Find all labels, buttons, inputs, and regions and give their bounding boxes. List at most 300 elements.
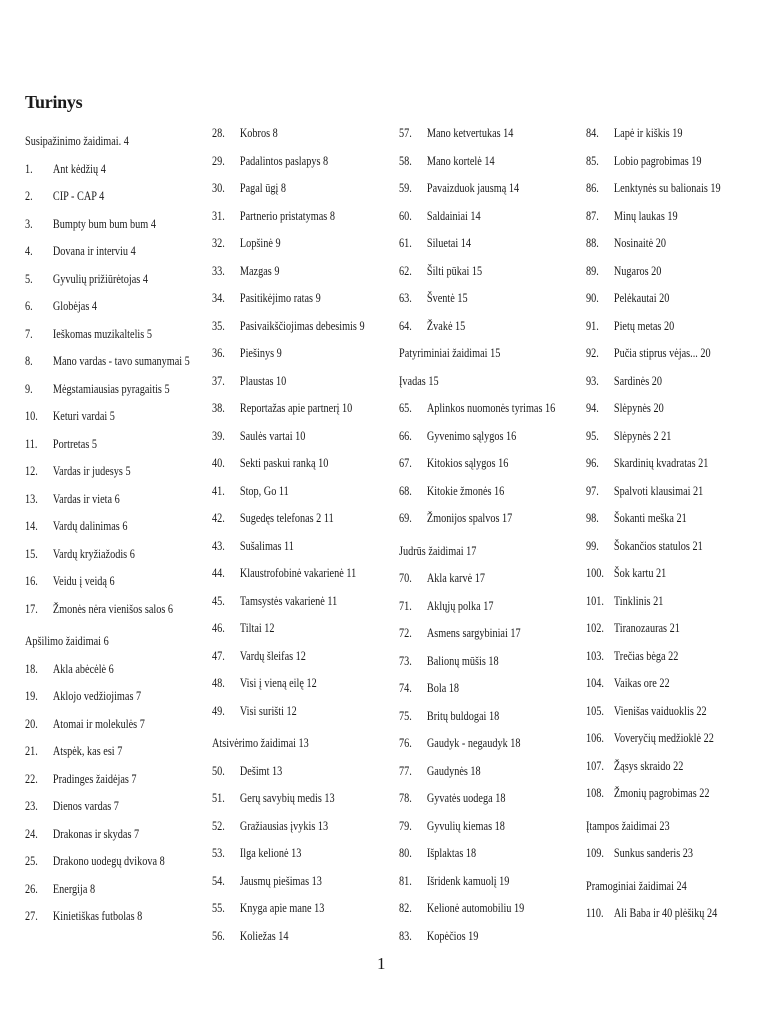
toc-entry[interactable] bbox=[212, 289, 397, 317]
toc-entry-number: 60. bbox=[399, 208, 412, 223]
toc-entry[interactable] bbox=[212, 152, 397, 180]
toc-entry[interactable] bbox=[399, 789, 584, 817]
toc-entry-title: Akla abėcėlė 6 bbox=[52, 661, 114, 676]
toc-entry-number: 14. bbox=[25, 519, 38, 533]
toc-entry[interactable] bbox=[212, 592, 397, 620]
toc-entry-title: Slėpynės 20 bbox=[613, 401, 664, 415]
toc-entry-title: Aklojo vedžiojimas 7 bbox=[52, 689, 142, 703]
toc-entry[interactable] bbox=[212, 872, 397, 900]
toc-entry[interactable] bbox=[212, 789, 397, 817]
toc-entry-number: 41. bbox=[212, 483, 225, 498]
toc-entry-title: Plaustas 10 bbox=[239, 373, 287, 388]
toc-entry-title: Aplinkos nuomonės tyrimas 16 bbox=[426, 401, 556, 415]
toc-entry-title: Siluetai 14 bbox=[426, 236, 472, 250]
toc-entry-title: Ieškomas muzikaltelis 5 bbox=[52, 326, 152, 341]
toc-entry-title: Šokančios statulos 21 bbox=[613, 538, 703, 553]
toc-entry[interactable] bbox=[586, 179, 768, 207]
toc-entry-number: 48. bbox=[212, 676, 225, 690]
toc-entry-title: Dienos vardas 7 bbox=[52, 799, 119, 813]
toc-entry[interactable] bbox=[25, 880, 210, 908]
toc-entry-number: 29. bbox=[212, 153, 225, 168]
toc-entry[interactable] bbox=[25, 687, 210, 715]
toc-entry-title: Žmonės nėra vienišos salos 6 bbox=[52, 601, 174, 616]
toc-entry[interactable] bbox=[399, 624, 584, 652]
toc-entry-title: Bola 18 bbox=[426, 681, 460, 695]
toc-entry-number: 73. bbox=[399, 653, 412, 668]
toc-entry-number: 109. bbox=[586, 846, 604, 860]
toc-entry[interactable] bbox=[399, 152, 584, 180]
toc-section-heading[interactable]: Pramoginiai žaidimai 24 bbox=[586, 878, 687, 893]
toc-entry-title: Lenktynės su balionais 19 bbox=[613, 181, 721, 195]
toc-entry-number: 15. bbox=[25, 546, 38, 561]
toc-entry-title: Portretas 5 bbox=[52, 436, 98, 451]
toc-entry-number: 46. bbox=[212, 621, 225, 635]
toc-entry[interactable] bbox=[212, 564, 397, 592]
toc-entry-number: 65. bbox=[399, 401, 412, 415]
toc-entry-number: 5. bbox=[25, 271, 33, 286]
toc-entry[interactable] bbox=[212, 509, 397, 537]
toc-entry-number: 33. bbox=[212, 263, 225, 278]
toc-entry[interactable] bbox=[586, 729, 768, 757]
toc-entry[interactable] bbox=[212, 372, 397, 400]
toc-entry-title: Pavaizduok jausmą 14 bbox=[426, 181, 520, 195]
toc-section-heading[interactable]: Įvadas 15 bbox=[399, 373, 439, 388]
toc-entry[interactable] bbox=[212, 124, 397, 152]
toc-entry-title: Klaustrofobinė vakarienė 11 bbox=[239, 566, 357, 580]
toc-entry-title: Sekti paskui ranką 10 bbox=[239, 456, 329, 470]
toc-entry-title: Sunkus sanderis 23 bbox=[613, 846, 694, 860]
toc-entry-number: 9. bbox=[25, 381, 33, 396]
toc-entry-title: Išplaktas 18 bbox=[426, 846, 477, 860]
toc-entry-title: Vardų dalinimas 6 bbox=[52, 519, 128, 533]
toc-entry-title: Knyga apie mane 13 bbox=[239, 901, 325, 915]
toc-entry-number: 35. bbox=[212, 318, 225, 333]
toc-entry[interactable] bbox=[25, 742, 210, 770]
toc-entry-title: Vaikas ore 22 bbox=[613, 676, 670, 690]
toc-entry-number: 86. bbox=[586, 181, 599, 195]
toc-entry[interactable] bbox=[399, 734, 584, 762]
toc-entry[interactable] bbox=[212, 899, 397, 927]
toc-entry-title: Piešinys 9 bbox=[239, 346, 282, 360]
toc-entry-title: Vardas ir vieta 6 bbox=[52, 491, 120, 506]
toc-entry[interactable] bbox=[212, 619, 397, 647]
toc-entry-title: Gyvulių prižiūrėtojas 4 bbox=[52, 271, 148, 286]
toc-entry-title: Padalintos paslapys 8 bbox=[239, 153, 329, 168]
toc-section-heading[interactable]: Atsivėrimo žaidimai 13 bbox=[212, 736, 309, 750]
toc-entry[interactable] bbox=[586, 344, 768, 372]
toc-entry[interactable] bbox=[399, 597, 584, 625]
toc-entry-title: Pagal ūgį 8 bbox=[239, 181, 287, 195]
toc-entry[interactable] bbox=[586, 592, 768, 620]
toc-entry[interactable] bbox=[25, 600, 210, 628]
toc-column-1 bbox=[25, 132, 210, 935]
toc-entry[interactable] bbox=[586, 289, 768, 317]
toc-entry-number: 70. bbox=[399, 571, 412, 585]
toc-entry-number: 83. bbox=[399, 928, 412, 943]
toc-entry-number: 58. bbox=[399, 153, 412, 168]
toc-entry[interactable] bbox=[586, 372, 768, 400]
toc-section-heading[interactable]: Patyriminiai žaidimai 15 bbox=[399, 346, 501, 360]
toc-entry-title: Skardinių kvadratas 21 bbox=[613, 456, 709, 470]
toc-entry-title: Žąsys skraido 22 bbox=[613, 758, 684, 773]
toc-entry-title: Tiranozauras 21 bbox=[613, 621, 680, 635]
toc-entry-title: Gyvenimo sąlygos 16 bbox=[426, 428, 517, 443]
toc-entry[interactable] bbox=[25, 380, 210, 408]
toc-entry-title: Mėgstamiausias pyragaitis 5 bbox=[52, 381, 170, 396]
toc-entry-title: Kopėčios 19 bbox=[426, 928, 479, 943]
toc-entry-title: Kitokie žmonės 16 bbox=[426, 483, 505, 498]
toc-entry-title: Vardų šleifas 12 bbox=[239, 648, 306, 663]
toc-entry[interactable] bbox=[25, 907, 210, 935]
toc-entry-number: 19. bbox=[25, 689, 38, 703]
toc-entry[interactable] bbox=[212, 674, 397, 702]
toc-entry-number: 69. bbox=[399, 511, 412, 525]
toc-entry-title: Pietų metas 20 bbox=[613, 318, 675, 333]
toc-entry[interactable] bbox=[212, 647, 397, 675]
toc-entry[interactable] bbox=[25, 242, 210, 270]
toc-entry[interactable] bbox=[25, 187, 210, 215]
toc-entry[interactable] bbox=[586, 784, 768, 812]
toc-entry[interactable] bbox=[586, 564, 768, 592]
toc-entry[interactable] bbox=[586, 844, 768, 872]
toc-entry-number: 107. bbox=[586, 758, 604, 773]
toc-entry-title: Gaudynės 18 bbox=[426, 763, 481, 778]
toc-entry-number: 77. bbox=[399, 763, 412, 778]
toc-entry[interactable] bbox=[25, 715, 210, 743]
toc-entry[interactable] bbox=[25, 325, 210, 353]
toc-entry-title: Dovana ir interviu 4 bbox=[52, 244, 136, 258]
toc-entry-title: Mano vardas - tavo sumanymai 5 bbox=[52, 354, 190, 368]
toc-entry[interactable] bbox=[399, 207, 584, 235]
toc-entry-title: Bumpty bum bum bum 4 bbox=[52, 216, 156, 231]
toc-entry[interactable] bbox=[586, 124, 768, 152]
toc-entry-number: 21. bbox=[25, 744, 38, 758]
toc-entry[interactable] bbox=[212, 207, 397, 235]
toc-entry[interactable] bbox=[586, 482, 768, 510]
toc-entry[interactable] bbox=[399, 679, 584, 707]
toc-entry-number: 45. bbox=[212, 593, 225, 608]
toc-entry[interactable] bbox=[586, 399, 768, 427]
toc-entry-number: 95. bbox=[586, 428, 599, 443]
toc-entry[interactable] bbox=[399, 872, 584, 900]
toc-entry-number: 97. bbox=[586, 483, 599, 498]
toc-entry-title: Žvakė 15 bbox=[426, 318, 466, 333]
page-number: 1 bbox=[377, 954, 386, 973]
toc-entry[interactable] bbox=[586, 317, 768, 345]
toc-entry-number: 62. bbox=[399, 263, 412, 278]
toc-entry-title: Spalvoti klausimai 21 bbox=[613, 483, 704, 498]
toc-entry-number: 87. bbox=[586, 208, 599, 223]
toc-entry[interactable] bbox=[399, 707, 584, 735]
toc-entry-number: 40. bbox=[212, 456, 225, 470]
toc-entry-title: Veidu į veidą 6 bbox=[52, 574, 115, 588]
toc-entry[interactable] bbox=[399, 124, 584, 152]
toc-entry-number: 74. bbox=[399, 681, 412, 695]
toc-entry-title: Britų buldogai 18 bbox=[426, 708, 500, 723]
toc-column-4 bbox=[586, 124, 768, 932]
toc-entry-number: 108. bbox=[586, 786, 604, 800]
toc-entry-title: CIP - CAP 4 bbox=[52, 189, 105, 203]
toc-entry[interactable] bbox=[399, 399, 584, 427]
toc-entry-number: 47. bbox=[212, 648, 225, 663]
toc-entry-number: 88. bbox=[586, 236, 599, 250]
toc-entry[interactable] bbox=[25, 435, 210, 463]
toc-entry[interactable] bbox=[586, 674, 768, 702]
toc-entry-number: 92. bbox=[586, 346, 599, 360]
toc-entry[interactable] bbox=[586, 234, 768, 262]
toc-entry-title: Kinietiškas futbolas 8 bbox=[52, 909, 143, 923]
toc-entry-title: Šventė 15 bbox=[426, 291, 468, 305]
toc-entry[interactable] bbox=[586, 152, 768, 180]
toc-entry-title: Minų laukas 19 bbox=[613, 208, 678, 223]
toc-entry[interactable] bbox=[399, 762, 584, 790]
toc-entry-number: 1. bbox=[25, 161, 33, 176]
toc-entry-title: Reportažas apie partnerį 10 bbox=[239, 401, 353, 415]
toc-entry-title: Pučia stiprus vėjas... 20 bbox=[613, 346, 711, 360]
toc-entry[interactable] bbox=[212, 317, 397, 345]
toc-entry[interactable] bbox=[399, 509, 584, 537]
toc-entry[interactable] bbox=[212, 844, 397, 872]
toc-entry[interactable] bbox=[25, 297, 210, 325]
toc-entry[interactable] bbox=[399, 844, 584, 872]
toc-entry-number: 18. bbox=[25, 661, 38, 676]
toc-entry-number: 36. bbox=[212, 346, 225, 360]
toc-entry-number: 72. bbox=[399, 626, 412, 640]
toc-entry-number: 39. bbox=[212, 428, 225, 443]
toc-section-heading[interactable]: Įtampos žaidimai 23 bbox=[586, 818, 670, 833]
toc-entry-number: 94. bbox=[586, 401, 599, 415]
toc-entry-number: 43. bbox=[212, 538, 225, 553]
toc-entry-title: Pasitikėjimo ratas 9 bbox=[239, 291, 321, 305]
toc-entry-number: 3. bbox=[25, 216, 33, 231]
toc-entry-title: Ant kėdžių 4 bbox=[52, 161, 106, 176]
toc-entry[interactable] bbox=[212, 482, 397, 510]
toc-entry-title: Kelionė automobiliu 19 bbox=[426, 901, 525, 915]
toc-title: Turinys bbox=[25, 92, 83, 112]
toc-entry-number: 52. bbox=[212, 818, 225, 833]
toc-entry-number: 82. bbox=[399, 901, 412, 915]
toc-section-heading[interactable]: Judrūs žaidimai 17 bbox=[399, 543, 477, 558]
toc-entry-number: 49. bbox=[212, 703, 225, 718]
toc-entry[interactable] bbox=[25, 770, 210, 798]
toc-entry-number: 105. bbox=[586, 703, 604, 718]
toc-entry-number: 75. bbox=[399, 708, 412, 723]
toc-entry[interactable] bbox=[586, 619, 768, 647]
toc-entry[interactable] bbox=[399, 482, 584, 510]
toc-entry-title: Pelėkautai 20 bbox=[613, 291, 670, 305]
toc-entry[interactable] bbox=[399, 289, 584, 317]
toc-section-heading[interactable]: Susipažinimo žaidimai. 4 bbox=[25, 134, 129, 148]
toc-entry-title: Vardas ir judesys 5 bbox=[52, 464, 131, 478]
toc-entry-title: Kitokios sąlygos 16 bbox=[426, 456, 509, 470]
toc-entry-title: Jausmų piešimas 13 bbox=[239, 873, 322, 888]
toc-entry[interactable] bbox=[25, 160, 210, 188]
toc-entry-title: Išridenk kamuolį 19 bbox=[426, 873, 510, 888]
toc-entry[interactable] bbox=[25, 490, 210, 518]
toc-column-2 bbox=[212, 124, 397, 954]
toc-entry-number: 63. bbox=[399, 291, 412, 305]
toc-entry-title: Tiltai 12 bbox=[239, 621, 275, 635]
toc-entry-title: Tamsystės vakarienė 11 bbox=[239, 593, 338, 608]
toc-entry[interactable] bbox=[212, 537, 397, 565]
toc-entry-number: 20. bbox=[25, 716, 38, 731]
toc-entry-number: 32. bbox=[212, 236, 225, 250]
toc-entry[interactable] bbox=[399, 179, 584, 207]
toc-entry-title: Žmonijos spalvos 17 bbox=[426, 511, 513, 525]
toc-entry-title: Mano kortelė 14 bbox=[426, 153, 495, 168]
toc-entry[interactable] bbox=[212, 762, 397, 790]
toc-entry-title: Mazgas 9 bbox=[239, 263, 280, 278]
toc-entry-number: 71. bbox=[399, 598, 412, 613]
toc-entry[interactable] bbox=[25, 572, 210, 600]
toc-entry[interactable] bbox=[25, 352, 210, 380]
toc-entry-number: 104. bbox=[586, 676, 604, 690]
toc-entry-number: 110. bbox=[586, 906, 604, 920]
toc-entry-number: 96. bbox=[586, 456, 599, 470]
toc-entry-title: Saulės vartai 10 bbox=[239, 428, 306, 443]
toc-entry-number: 44. bbox=[212, 566, 225, 580]
toc-entry[interactable] bbox=[25, 797, 210, 825]
toc-entry-number: 85. bbox=[586, 153, 599, 168]
toc-entry-title: Atspėk, kas esi 7 bbox=[52, 744, 123, 758]
toc-entry[interactable] bbox=[399, 652, 584, 680]
toc-entry-title: Sušalimas 11 bbox=[239, 538, 294, 553]
toc-entry-title: Tinklinis 21 bbox=[613, 593, 664, 608]
toc-section-heading[interactable]: Apšilimo žaidimai 6 bbox=[25, 634, 109, 648]
toc-entry-title: Slėpynės 2 21 bbox=[613, 428, 672, 443]
toc-entry-number: 25. bbox=[25, 854, 38, 868]
toc-entry-number: 27. bbox=[25, 909, 38, 923]
toc-entry[interactable] bbox=[212, 399, 397, 427]
toc-entry-title: Atomai ir molekulės 7 bbox=[52, 716, 145, 731]
toc-entry-title: Nugaros 20 bbox=[613, 263, 662, 278]
toc-entry-number: 98. bbox=[586, 511, 599, 525]
toc-entry-title: Visi į vieną eilę 12 bbox=[239, 676, 317, 690]
toc-entry-title: Pradinges žaidėjas 7 bbox=[52, 771, 137, 786]
toc-entry[interactable] bbox=[212, 427, 397, 455]
toc-entry-title: Drakonas ir skydas 7 bbox=[52, 826, 140, 841]
toc-entry-number: 84. bbox=[586, 126, 599, 140]
toc-entry-number: 102. bbox=[586, 621, 604, 635]
toc-entry[interactable] bbox=[586, 427, 768, 455]
toc-entry[interactable] bbox=[586, 262, 768, 290]
toc-entry[interactable] bbox=[399, 569, 584, 597]
toc-entry[interactable] bbox=[212, 179, 397, 207]
toc-entry[interactable] bbox=[212, 702, 397, 730]
toc-entry[interactable] bbox=[25, 825, 210, 853]
toc-entry-title: Gyvatės uodega 18 bbox=[426, 791, 506, 805]
toc-entry-number: 22. bbox=[25, 771, 38, 786]
toc-entry[interactable] bbox=[399, 899, 584, 927]
toc-entry-number: 91. bbox=[586, 318, 599, 333]
toc-entry-title: Globėjas 4 bbox=[52, 299, 98, 313]
toc-entry[interactable] bbox=[212, 927, 397, 955]
toc-entry[interactable] bbox=[25, 545, 210, 573]
toc-entry[interactable] bbox=[212, 454, 397, 482]
toc-entry[interactable] bbox=[25, 270, 210, 298]
toc-entry-title: Mano ketvertukas 14 bbox=[426, 126, 514, 140]
toc-entry-title: Asmens sargybiniai 17 bbox=[426, 626, 521, 640]
toc-entry-title: Šilti pūkai 15 bbox=[426, 263, 483, 278]
toc-entry-title: Keturi vardai 5 bbox=[52, 409, 115, 423]
toc-entry[interactable] bbox=[25, 215, 210, 243]
toc-entry-number: 24. bbox=[25, 826, 38, 841]
toc-entry[interactable] bbox=[399, 927, 584, 955]
toc-entry[interactable] bbox=[25, 517, 210, 545]
toc-entry-number: 81. bbox=[399, 873, 412, 888]
toc-entry[interactable] bbox=[212, 234, 397, 262]
toc-entry-number: 16. bbox=[25, 574, 38, 588]
toc-entry[interactable] bbox=[586, 757, 768, 785]
toc-entry-title: Energija 8 bbox=[52, 881, 96, 896]
toc-entry[interactable] bbox=[586, 454, 768, 482]
toc-entry[interactable] bbox=[586, 702, 768, 730]
toc-entry[interactable] bbox=[586, 647, 768, 675]
toc-entry[interactable] bbox=[212, 262, 397, 290]
toc-entry-number: 89. bbox=[586, 263, 599, 278]
toc-entry-number: 100. bbox=[586, 566, 604, 580]
toc-entry-number: 106. bbox=[586, 731, 604, 745]
toc-entry-title: Aklųjų polka 17 bbox=[426, 598, 494, 613]
toc-entry-number: 10. bbox=[25, 409, 38, 423]
toc-entry-number: 4. bbox=[25, 244, 33, 258]
toc-entry-number: 51. bbox=[212, 791, 225, 805]
toc-entry[interactable] bbox=[586, 509, 768, 537]
toc-entry[interactable] bbox=[586, 207, 768, 235]
toc-entry[interactable] bbox=[399, 817, 584, 845]
toc-entry[interactable] bbox=[25, 407, 210, 435]
toc-entry-title: Balionų mūšis 18 bbox=[426, 653, 499, 668]
toc-entry-title: Šok kartu 21 bbox=[613, 566, 667, 580]
toc-entry-number: 99. bbox=[586, 538, 599, 553]
toc-entry-number: 64. bbox=[399, 318, 412, 333]
toc-entry[interactable] bbox=[399, 427, 584, 455]
toc-entry-number: 50. bbox=[212, 763, 225, 778]
toc-entry-number: 79. bbox=[399, 818, 412, 833]
toc-entry-title: Sardinės 20 bbox=[613, 373, 663, 388]
toc-entry-number: 23. bbox=[25, 799, 38, 813]
toc-entry-number: 56. bbox=[212, 928, 225, 943]
toc-entry-number: 12. bbox=[25, 464, 38, 478]
toc-entry[interactable] bbox=[586, 537, 768, 565]
toc-entry-title: Dešimt 13 bbox=[239, 763, 283, 778]
toc-entry[interactable] bbox=[399, 234, 584, 262]
toc-entry-number: 93. bbox=[586, 373, 599, 388]
toc-entry-number: 11. bbox=[25, 436, 38, 451]
toc-entry[interactable] bbox=[25, 462, 210, 490]
toc-entry-number: 30. bbox=[212, 181, 225, 195]
toc-entry[interactable] bbox=[586, 904, 768, 932]
toc-entry-title: Nosinaitė 20 bbox=[613, 236, 666, 250]
toc-entry-number: 31. bbox=[212, 208, 225, 223]
toc-entry-title: Akla karvė 17 bbox=[426, 571, 485, 585]
toc-entry-number: 80. bbox=[399, 846, 412, 860]
toc-entry-number: 6. bbox=[25, 299, 33, 313]
toc-entry-title: Lopšinė 9 bbox=[239, 236, 281, 250]
toc-entry[interactable] bbox=[399, 454, 584, 482]
toc-entry-title: Gerų savybių medis 13 bbox=[239, 791, 335, 805]
toc-entry[interactable] bbox=[212, 344, 397, 372]
toc-entry[interactable] bbox=[399, 262, 584, 290]
toc-entry-number: 42. bbox=[212, 511, 225, 525]
toc-entry[interactable] bbox=[399, 317, 584, 345]
toc-entry-title: Saldainiai 14 bbox=[426, 208, 481, 223]
toc-entry-title: Koliežas 14 bbox=[239, 928, 289, 943]
toc-entry[interactable] bbox=[212, 817, 397, 845]
toc-entry[interactable] bbox=[25, 660, 210, 688]
toc-entry-number: 76. bbox=[399, 736, 412, 750]
toc-entry[interactable] bbox=[25, 852, 210, 880]
